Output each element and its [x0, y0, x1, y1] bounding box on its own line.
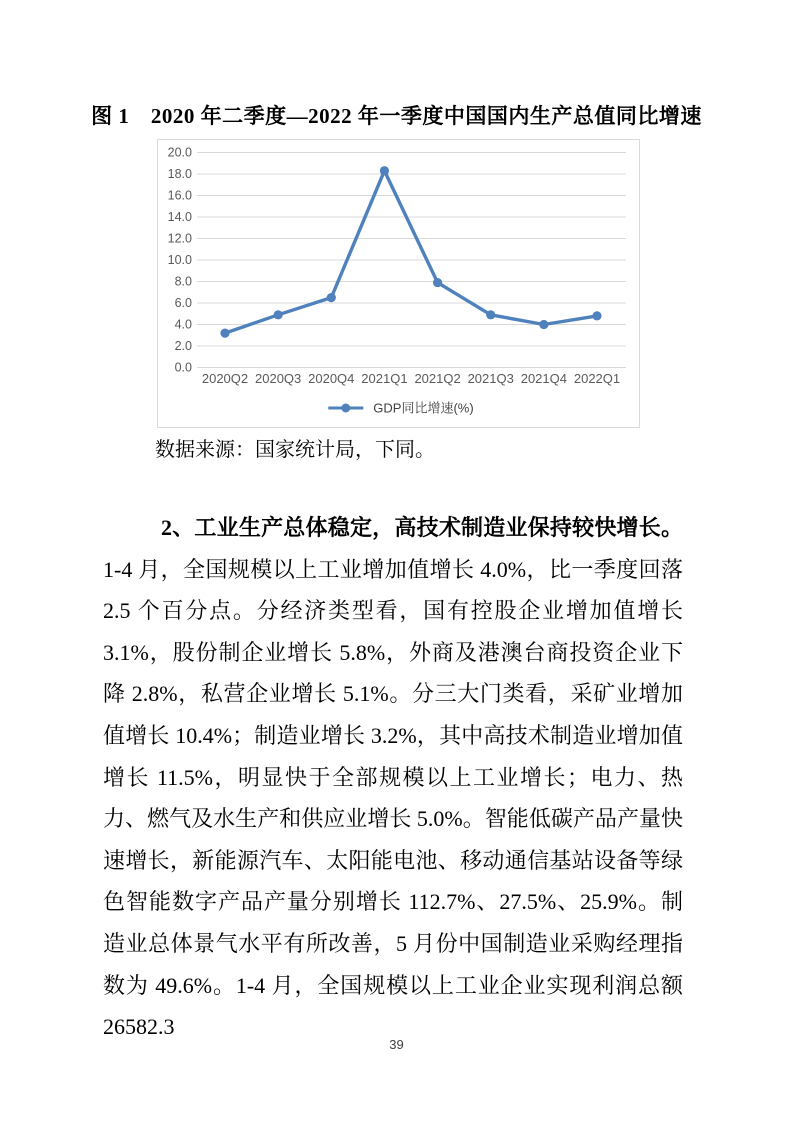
page-number: 39 — [389, 1037, 404, 1052]
svg-text:2021Q3: 2021Q3 — [467, 371, 514, 386]
svg-text:20.0: 20.0 — [167, 145, 192, 160]
paragraph-text: 1-4 月，全国规模以上工业增加值增长 4.0%，比一季度回落 2.5 个百分点。分经济类型看，国有控股企业增加值增长 3.1%，股份制企业增长 5.8%，外商及港澳台商投资企业下降 2.8%，私营企业增长 5.1%。分三大门类看，采矿业增加值增长 10.4%；制造业增长 3.2%，其中高技术制造业增加值增长 11.5%，明显快于全部规模以上工业增长；电力、热力、燃气及水生产和供应业增长 5.0%。智能低碳产品产量快速增长，新能源汽车、太阳能电池、移动通信基站设备等绿色智能数字产品产量分别增长 112.7%、27.5%、25.9%。制造业总体景气水平有所改善，5 月份中国制造业采购经理指数为 49.6%。1-4 月，全国规模以上工业企业实现利润总额 26582.3 — [103, 556, 683, 1040]
chart-canvas — [158, 140, 639, 427]
svg-text:10.0: 10.0 — [167, 253, 192, 268]
x-axis-labels — [202, 371, 620, 386]
legend-marker-icon — [341, 404, 350, 413]
svg-text:2021Q4: 2021Q4 — [520, 371, 567, 386]
svg-text:2022Q1: 2022Q1 — [573, 371, 621, 386]
gdp-line-chart — [157, 139, 640, 428]
svg-text:0.0: 0.0 — [174, 360, 192, 375]
paragraph-lead-bold: 2、工业生产总体稳定，高技术制造业保持较快增长。 — [161, 515, 683, 540]
svg-text:2.0: 2.0 — [174, 339, 192, 354]
svg-text:4.0: 4.0 — [174, 317, 192, 332]
legend — [328, 401, 473, 416]
svg-text:18.0: 18.0 — [167, 167, 192, 182]
svg-text:2020Q4: 2020Q4 — [308, 371, 355, 386]
data-source-note: 数据来源：国家统计局，下同。 — [155, 439, 435, 461]
svg-text:12.0: 12.0 — [167, 231, 192, 246]
gridlines — [197, 153, 626, 368]
data-points — [220, 166, 601, 338]
svg-text:2020Q2: 2020Q2 — [201, 371, 249, 386]
svg-text:14.0: 14.0 — [167, 210, 192, 225]
svg-text:6.0: 6.0 — [174, 296, 192, 311]
figure-caption: 图 1 2020 年二季度—2022 年一季度中国国内生产总值同比增速 — [91, 104, 702, 128]
body-paragraph — [103, 507, 683, 1048]
svg-text:GDP同比增速(%): GDP同比增速(%) — [373, 400, 474, 416]
svg-text:2021Q2: 2021Q2 — [414, 371, 461, 386]
svg-text:2021Q1: 2021Q1 — [361, 371, 408, 386]
y-axis-labels — [168, 146, 192, 375]
svg-text:2020Q3: 2020Q3 — [255, 371, 302, 386]
svg-text:8.0: 8.0 — [174, 274, 192, 289]
svg-text:16.0: 16.0 — [167, 188, 192, 203]
